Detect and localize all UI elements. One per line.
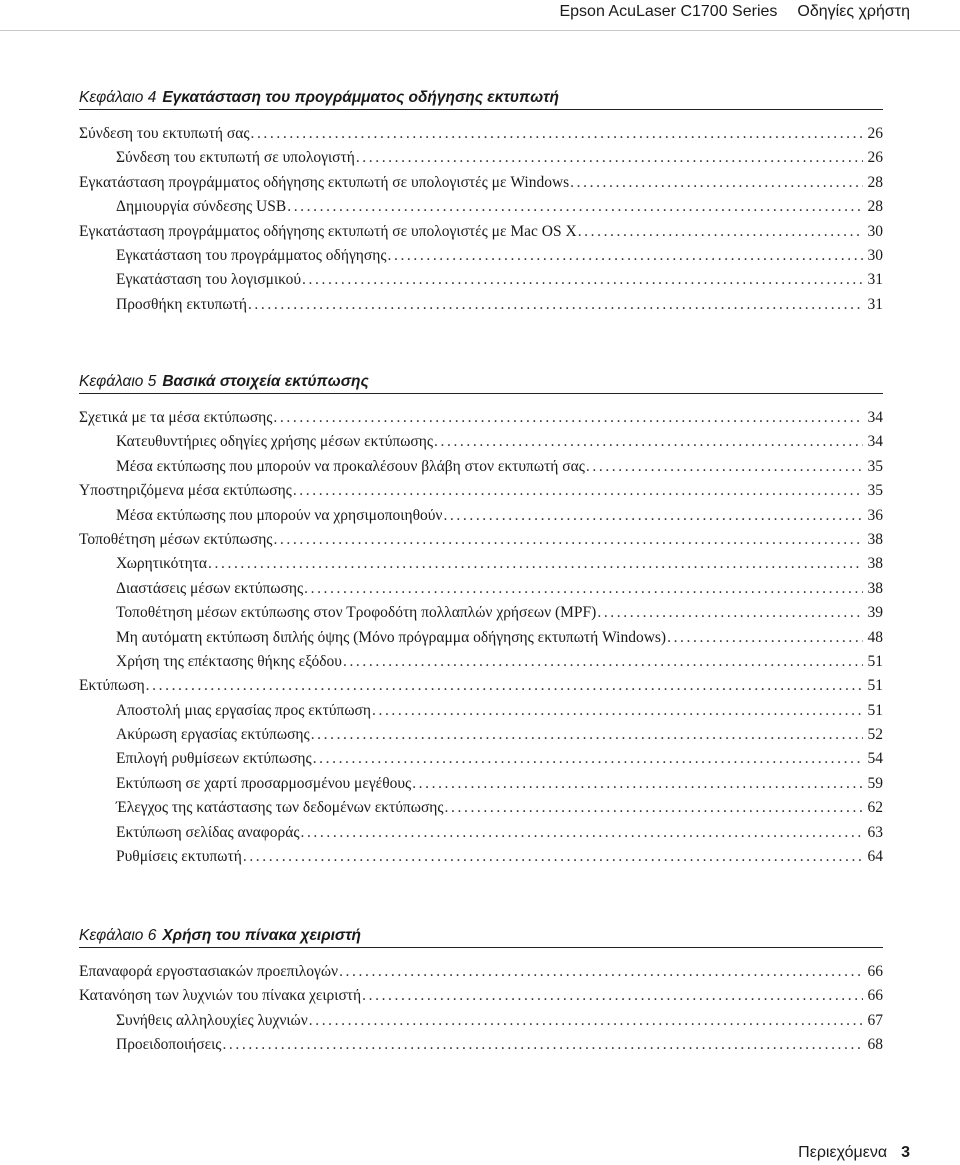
toc-entry[interactable]	[79, 626, 883, 650]
toc-entry-page: 35	[867, 482, 883, 500]
toc-entry[interactable]	[79, 455, 883, 479]
toc-entry-title: Διαστάσεις μέσων εκτύπωσης	[116, 579, 304, 597]
toc-entry[interactable]	[79, 293, 883, 317]
toc-entry-page: 62	[867, 799, 883, 817]
toc-entry[interactable]	[79, 195, 883, 219]
toc-entry-page: 31	[867, 271, 883, 289]
chapter-title: Χρήση του πίνακα χειριστή	[162, 927, 361, 944]
toc-entry-page: 26	[867, 125, 883, 142]
toc-entry-page: 39	[867, 604, 883, 622]
toc-list	[79, 122, 883, 317]
toc-entry-title: Κατανόηση των λυχνιών του πίνακα χειριστή	[79, 987, 362, 1005]
leader-dots	[597, 601, 863, 625]
toc-entry-title: Τοποθέτηση μέσων εκτύπωσης στον Τροφοδότη πολλαπλών χρήσεων (MPF)	[116, 604, 597, 622]
toc-entry-page: 52	[867, 726, 883, 744]
leader-dots	[343, 650, 863, 674]
running-footer	[798, 1141, 910, 1165]
leader-dots	[311, 723, 863, 747]
toc-entry-page: 59	[867, 774, 883, 792]
toc-entry-page: 28	[867, 198, 883, 216]
toc-entry-title: Μη αυτόματη εκτύπωση διπλής όψης (Μόνο πρόγραμμα οδήγησης εκτυπωτή Windows)	[116, 628, 667, 646]
leader-dots	[667, 626, 863, 650]
toc-entry-page: 68	[867, 1036, 883, 1054]
toc-entry-title: Εγκατάσταση του προγράμματος οδήγησης	[116, 246, 387, 264]
toc-entry[interactable]	[79, 406, 883, 430]
chapter-label: Κεφάλαιο 5	[79, 373, 157, 390]
toc-entry-page: 36	[867, 506, 883, 524]
toc-entry-page: 26	[867, 149, 883, 167]
toc-entry[interactable]	[79, 674, 883, 698]
leader-dots	[287, 195, 863, 219]
toc-entry-title: Μέσα εκτύπωσης που μπορούν να προκαλέσουν βλάβη στον εκτυπωτή σας	[116, 457, 585, 475]
chapter-4	[79, 87, 883, 317]
toc-entry-title: Εκτύπωση σελίδας αναφοράς	[116, 823, 300, 841]
leader-dots	[578, 220, 863, 244]
leader-dots	[309, 1009, 863, 1033]
toc-entry-page: 51	[867, 652, 883, 670]
running-header	[559, 0, 910, 24]
chapter-label: Κεφάλαιο 6	[79, 927, 157, 944]
toc-entry-page: 34	[867, 433, 883, 451]
toc-entry-title: Εγκατάσταση του λογισμικού	[116, 271, 302, 289]
toc-entry[interactable]	[79, 796, 883, 820]
toc-entry-title: Εγκατάσταση προγράμματος οδήγησης εκτυπωτή σε υπολογιστές με Mac OS X	[79, 222, 577, 240]
toc-entry-page: 28	[867, 173, 883, 191]
toc-entry-title: Σχετικά με τα μέσα εκτύπωσης	[79, 409, 273, 426]
toc-entry-title: Εγκατάσταση προγράμματος οδήγησης εκτυπωτή σε υπολογιστές με Windows	[79, 173, 570, 191]
leader-dots	[356, 146, 863, 170]
toc-entry-page: 67	[867, 1011, 883, 1029]
toc-entry[interactable]	[79, 146, 883, 170]
toc-entry[interactable]	[79, 577, 883, 601]
toc-entry[interactable]	[79, 430, 883, 454]
toc-entry-page: 35	[867, 457, 883, 475]
header-doc-title: Οδηγίες χρήστη	[797, 3, 910, 20]
toc-entry[interactable]	[79, 268, 883, 292]
toc-entry-page: 63	[867, 823, 883, 841]
toc-entry-title: Προειδοποιήσεις	[116, 1036, 222, 1054]
chapter-title: Εγκατάσταση του προγράμματος οδήγησης εκτυπωτή	[162, 89, 559, 106]
chapter-heading	[79, 87, 883, 110]
leader-dots	[302, 268, 863, 292]
header-product: Epson AcuLaser C1700 Series	[559, 3, 778, 20]
toc-list	[79, 406, 883, 869]
toc-entry-title: Χωρητικότητα	[116, 555, 208, 573]
leader-dots	[222, 1033, 863, 1057]
toc-entry-page: 30	[867, 222, 883, 240]
toc-entry-title: Συνήθεις αλληλουχίες λυχνιών	[116, 1011, 308, 1029]
toc-entry-page: 51	[867, 701, 883, 719]
toc-entry[interactable]	[79, 1009, 883, 1033]
toc-entry-page: 31	[867, 295, 883, 313]
leader-dots	[273, 406, 863, 430]
toc-entry[interactable]	[79, 650, 883, 674]
leader-dots	[388, 244, 864, 268]
toc-entry[interactable]	[79, 552, 883, 576]
leader-dots	[412, 772, 863, 796]
leader-dots	[273, 528, 863, 552]
toc-list	[79, 960, 883, 1058]
toc-entry-title: Εκτύπωση σε χαρτί προσαρμοσμένου μεγέθους	[116, 774, 412, 792]
toc-entry[interactable]	[79, 699, 883, 723]
toc-entry[interactable]	[79, 479, 883, 503]
leader-dots	[434, 430, 863, 454]
toc-entry-page: 34	[867, 409, 883, 426]
chapter-title: Βασικά στοιχεία εκτύπωσης	[162, 373, 369, 390]
leader-dots	[445, 796, 863, 820]
toc-entry-title: Χρήση της επέκτασης θήκης εξόδου	[116, 652, 342, 670]
toc-entry-page: 66	[867, 987, 883, 1005]
toc-entry[interactable]	[79, 960, 883, 984]
chapter-heading	[79, 925, 883, 948]
toc-entry[interactable]	[79, 171, 883, 195]
toc-entry[interactable]	[79, 747, 883, 771]
header-rule	[0, 30, 960, 31]
toc-entry-title: Εκτύπωση	[79, 677, 145, 695]
toc-entry[interactable]	[79, 723, 883, 747]
leader-dots	[300, 821, 863, 845]
toc-entry-title: Σύνδεση του εκτυπωτή σας	[79, 125, 250, 142]
toc-entry-title: Έλεγχος της κατάστασης των δεδομένων εκτύπωσης	[116, 799, 444, 817]
toc-entry[interactable]	[79, 504, 883, 528]
toc-entry-title: Επιλογή ρυθμίσεων εκτύπωσης	[116, 750, 312, 768]
toc-entry-title: Ακύρωση εργασίας εκτύπωσης	[116, 726, 310, 744]
footer-section: Περιεχόμενα	[798, 1144, 888, 1161]
leader-dots	[586, 455, 863, 479]
leader-dots	[570, 171, 863, 195]
leader-dots	[250, 122, 863, 146]
toc-entry[interactable]	[79, 772, 883, 796]
toc-entry-title: Επαναφορά εργοστασιακών προεπιλογών	[79, 963, 339, 980]
leader-dots	[443, 504, 863, 528]
toc-entry-page: 64	[867, 848, 883, 866]
toc-entry-page: 48	[867, 628, 883, 646]
leader-dots	[313, 747, 863, 771]
toc-entry-page: 38	[867, 555, 883, 573]
leader-dots	[243, 845, 863, 869]
leader-dots	[304, 577, 863, 601]
toc-entry-page: 38	[867, 530, 883, 548]
toc-entry-title: Δημιουργία σύνδεσης USB	[116, 198, 287, 216]
toc-entry[interactable]	[79, 1033, 883, 1057]
toc-entry-page: 51	[867, 677, 883, 695]
leader-dots	[146, 674, 863, 698]
toc-entry[interactable]	[79, 122, 883, 146]
page-number: 3	[901, 1144, 910, 1161]
toc-entry-title: Ρυθμίσεις εκτυπωτή	[116, 848, 242, 866]
toc-entry-title: Υποστηριζόμενα μέσα εκτύπωσης	[79, 482, 292, 500]
toc-entry-page: 66	[867, 963, 883, 980]
leader-dots	[208, 552, 863, 576]
chapter-label: Κεφάλαιο 4	[79, 89, 157, 106]
leader-dots	[362, 984, 863, 1008]
toc-entry[interactable]	[79, 821, 883, 845]
toc-entry[interactable]	[79, 601, 883, 625]
toc-entry-title: Μέσα εκτύπωσης που μπορούν να χρησιμοποιηθούν	[116, 506, 443, 524]
toc-entry-title: Κατευθυντήριες οδηγίες χρήσης μέσων εκτύπωσης	[116, 433, 434, 451]
toc-entry-title: Τοποθέτηση μέσων εκτύπωσης	[79, 530, 273, 548]
chapter-5	[79, 371, 883, 869]
toc-entry[interactable]	[79, 845, 883, 869]
toc-entry-page: 38	[867, 579, 883, 597]
leader-dots	[372, 699, 863, 723]
toc-entry-title: Αποστολή μιας εργασίας προς εκτύπωση	[116, 701, 371, 719]
leader-dots	[339, 960, 863, 984]
leader-dots	[293, 479, 863, 503]
leader-dots	[248, 293, 863, 317]
toc-entry-page: 30	[867, 246, 883, 264]
toc-entry[interactable]	[79, 528, 883, 552]
toc-entry-page: 54	[867, 750, 883, 768]
chapter-6	[79, 925, 883, 1058]
chapter-heading	[79, 371, 883, 394]
toc-entry-title: Σύνδεση του εκτυπωτή σε υπολογιστή	[116, 149, 355, 167]
toc-entry[interactable]	[79, 220, 883, 244]
toc-entry[interactable]	[79, 984, 883, 1008]
toc-entry[interactable]	[79, 244, 883, 268]
toc-entry-title: Προσθήκη εκτυπωτή	[116, 295, 247, 313]
